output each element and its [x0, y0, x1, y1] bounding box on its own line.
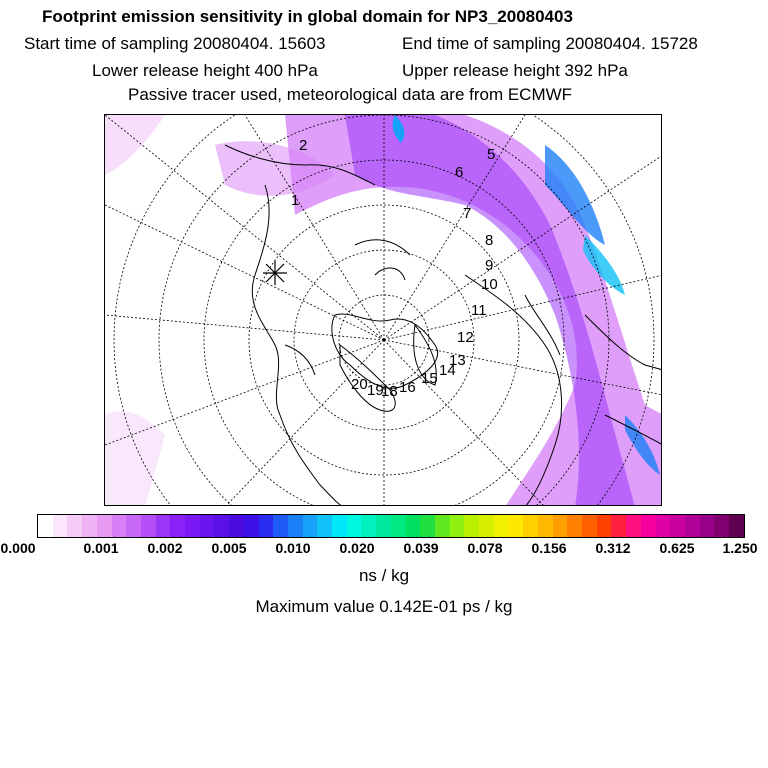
track-label: 19 [367, 382, 384, 399]
colorbar-cell [729, 515, 744, 537]
colorbar-cell [538, 515, 553, 537]
tick-label: 0.312 [595, 540, 631, 556]
colorbar-cell [700, 515, 715, 537]
colorbar-cell [317, 515, 332, 537]
tick-label: 0.005 [211, 540, 247, 556]
colorbar-cell [273, 515, 288, 537]
colorbar-cell [670, 515, 685, 537]
lower-release-height: Lower release height 400 hPa [92, 61, 318, 80]
colorbar-cell [494, 515, 509, 537]
colorbar-cell [376, 515, 391, 537]
track-label: 7 [463, 205, 472, 222]
colorbar-cell [303, 515, 318, 537]
colorbar-cell [67, 515, 82, 537]
colorbar-cell [685, 515, 700, 537]
tick-label: 0.020 [339, 540, 375, 556]
tick-label: 0.001 [83, 540, 119, 556]
tick-label: 1.250 [722, 540, 758, 556]
tick-label: 0.078 [467, 540, 503, 556]
colorbar-cell [112, 515, 127, 537]
colorbar [37, 514, 745, 538]
colorbar-cell [582, 515, 597, 537]
end-time: End time of sampling 20080404. 15728 [402, 34, 698, 53]
colorbar-cell [38, 515, 53, 537]
colorbar-cell [347, 515, 362, 537]
colorbar-cell [82, 515, 97, 537]
map-svg [105, 115, 662, 506]
colorbar-cell [597, 515, 612, 537]
plot-title: Footprint emission sensitivity in global domain for NP3_20080403 [42, 7, 573, 26]
colorbar-cell [406, 515, 421, 537]
tick-label: 0.156 [531, 540, 567, 556]
colorbar-cell [53, 515, 68, 537]
release-location-marker [263, 261, 287, 285]
colorbar-cell [156, 515, 171, 537]
track-label: 8 [485, 232, 494, 249]
colorbar-cell [567, 515, 582, 537]
tick-label: 0.000 [0, 540, 36, 556]
colorbar-cell [391, 515, 406, 537]
track-label: 15 [421, 370, 438, 387]
track-label: 18 [381, 383, 398, 400]
track-label: 12 [457, 329, 474, 346]
maximum-value: Maximum value 0.142E-01 ps / kg [255, 597, 513, 616]
polar-stereographic-map [104, 114, 662, 506]
track-label: 5 [487, 146, 496, 163]
colorbar-cell [420, 515, 435, 537]
colorbar-cell [141, 515, 156, 537]
colorbar-cell [523, 515, 538, 537]
colorbar-cell [170, 515, 185, 537]
tracer-note: Passive tracer used, meteorological data are from ECMWF [128, 85, 573, 104]
colorbar-cell [450, 515, 465, 537]
colorbar-cell [97, 515, 112, 537]
colorbar-cell [244, 515, 259, 537]
track-label: 10 [481, 276, 498, 293]
colorbar-cell [229, 515, 244, 537]
colorbar-cell [259, 515, 274, 537]
colorbar-cell [479, 515, 494, 537]
upper-release-height: Upper release height 392 hPa [402, 61, 628, 80]
tick-label: 0.010 [275, 540, 311, 556]
colorbar-cell [656, 515, 671, 537]
colorbar-cell [509, 515, 524, 537]
start-time: Start time of sampling 20080404. 15603 [24, 34, 326, 53]
track-label: 20 [351, 376, 368, 393]
track-label: 2 [299, 137, 308, 154]
tick-label: 0.039 [403, 540, 439, 556]
sensitivity-plume [105, 115, 662, 506]
colorbar-cell [361, 515, 376, 537]
track-label: 13 [449, 352, 466, 369]
track-label: 6 [455, 164, 464, 181]
track-label: 14 [439, 362, 456, 379]
colorbar-cell [200, 515, 215, 537]
colorbar-cell [611, 515, 626, 537]
track-label: 16 [399, 379, 416, 396]
colorbar-cell [214, 515, 229, 537]
track-label: 11 [471, 302, 487, 319]
track-label: 9 [485, 257, 494, 274]
colorbar-cell [626, 515, 641, 537]
colorbar-cell [714, 515, 729, 537]
colorbar-cell [553, 515, 568, 537]
colorbar-cell [464, 515, 479, 537]
tick-label: 0.002 [147, 540, 183, 556]
colorbar-cell [126, 515, 141, 537]
colorbar-cell [288, 515, 303, 537]
colorbar-cell [641, 515, 656, 537]
colorbar-units: ns / kg [358, 566, 410, 585]
tick-label: 0.625 [659, 540, 695, 556]
track-label: 1 [291, 192, 300, 209]
colorbar-cell [435, 515, 450, 537]
colorbar-cell [185, 515, 200, 537]
colorbar-cell [332, 515, 347, 537]
